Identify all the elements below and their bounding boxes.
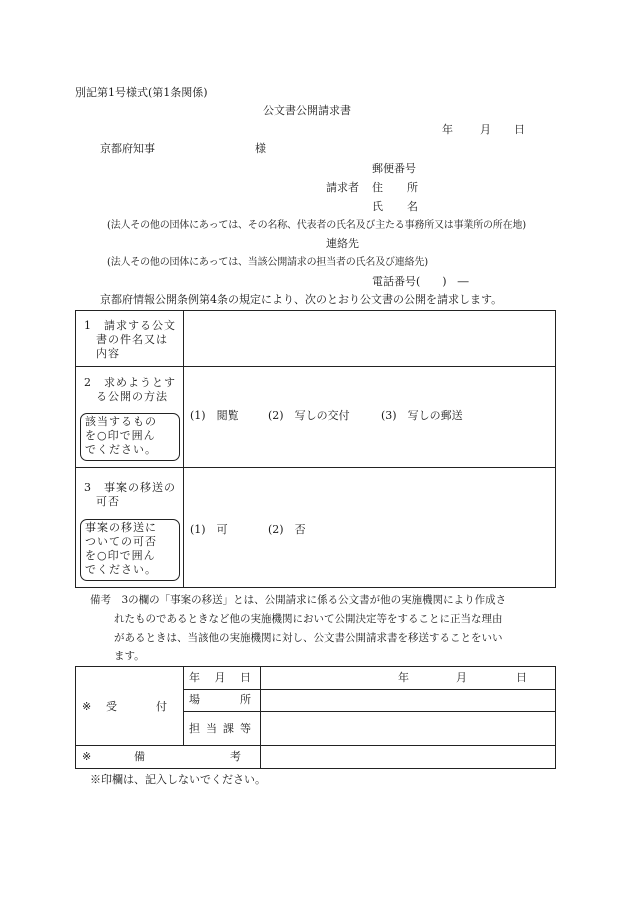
- row3-label: 3 事案の移送の 可否: [84, 481, 176, 508]
- table-row-divider: [76, 467, 555, 468]
- reception-label-2: 付: [156, 700, 167, 713]
- date-year-label: 年: [442, 123, 453, 136]
- reception-table: [75, 666, 556, 769]
- place-label-2: 所: [240, 693, 251, 706]
- remarks-line-3: があるときは、当該他の実施機関に対し、公文書公開請求書を移送することをいい: [114, 632, 503, 644]
- form-title: 公文書公開請求書: [263, 104, 351, 117]
- option-copy-mailing[interactable]: (3) 写しの郵送: [381, 409, 463, 422]
- remarks-line-2: れたものであるときなど他の実施機関において公開決定等をすることに正当な理由: [114, 613, 503, 625]
- form-reference: 別記第1号様式(第1条関係): [75, 86, 208, 99]
- place-label-1: 場: [189, 693, 200, 706]
- date-month-label: 月: [480, 123, 491, 136]
- remarks-line-1: 備考 3の欄の「事案の移送」とは、公開請求に係る公文書が他の実施機関により作成さ: [90, 594, 507, 606]
- phone-label: 電話番号( ) ―: [372, 275, 469, 288]
- name-label-2: 名: [407, 200, 418, 213]
- date-label-year: 年: [189, 671, 200, 684]
- option-copy-delivery[interactable]: (2) 写しの交付: [268, 409, 350, 422]
- reception-place-label: [189, 693, 251, 707]
- option-transfer-denied[interactable]: (2) 否: [268, 523, 306, 536]
- contact-label: 連絡先: [326, 237, 359, 250]
- remarks-row-label-1: 備: [134, 750, 145, 763]
- date-label-month: 月: [214, 671, 226, 684]
- address-label-1: 住: [372, 181, 383, 194]
- table-row-divider: [76, 366, 555, 367]
- footnote: ※印欄は、記入しないでください。: [90, 773, 266, 786]
- table-column-divider: [260, 667, 261, 768]
- postal-code-label: 郵便番号: [372, 162, 416, 175]
- name-label-1: 氏: [372, 200, 383, 213]
- remarks-row-label-2: 考: [230, 750, 241, 763]
- row1-input-area[interactable]: [184, 311, 555, 366]
- table-row-divider: [183, 689, 555, 690]
- row1-label: 1 請求する公文 書の件名又は 内容: [84, 319, 176, 360]
- table-row-divider: [76, 745, 555, 746]
- reception-label-1: 受: [106, 700, 117, 713]
- row3-instruction-note: 事案の移送に ついての可否 を○印で囲ん でください。: [80, 519, 180, 581]
- row2-label: 2 求めようとす る公開の方法: [84, 376, 176, 403]
- table-row-divider: [183, 711, 555, 712]
- honorific: 様: [255, 142, 266, 155]
- option-transfer-allowed[interactable]: (1) 可: [190, 523, 228, 536]
- reception-department-label: [189, 722, 251, 736]
- addressee: 京都府知事: [100, 142, 155, 155]
- corporation-note: (法人その他の団体にあっては、その名称、代表者の氏名及び主たる事務所又は事業所の所在地): [107, 220, 526, 231]
- address-label-2: 所: [407, 181, 418, 194]
- date-day-label: 日: [514, 123, 525, 136]
- reception-date-label: [189, 671, 251, 685]
- reception-date-year: 年: [398, 671, 409, 684]
- dept-label-4: 等: [240, 722, 251, 735]
- reception-date-month: 月: [456, 671, 467, 684]
- contact-note: (法人その他の団体にあっては、当該公開請求の担当者の氏名及び連絡先): [107, 257, 428, 268]
- reception-mark: ※: [82, 700, 92, 713]
- dept-label-1: 担: [189, 722, 200, 735]
- requester-label: 請求者: [326, 181, 359, 194]
- table-column-divider: [183, 667, 184, 745]
- reception-date-day: 日: [516, 671, 527, 684]
- date-label-day: 日: [240, 671, 251, 684]
- dept-label-3: 課: [223, 722, 234, 735]
- option-inspection[interactable]: (1) 閲覧: [190, 409, 239, 422]
- request-table: [75, 310, 556, 588]
- intro-statement: 京都府情報公開条例第4条の規定により、次のとおり公文書の公開を請求します。: [100, 293, 503, 306]
- remarks-line-4: ます。: [114, 650, 145, 662]
- dept-label-2: 当: [206, 722, 217, 735]
- remarks-row-mark: ※: [82, 750, 92, 763]
- row2-instruction-note: 該当するもの を○印で囲ん でください。: [80, 413, 180, 461]
